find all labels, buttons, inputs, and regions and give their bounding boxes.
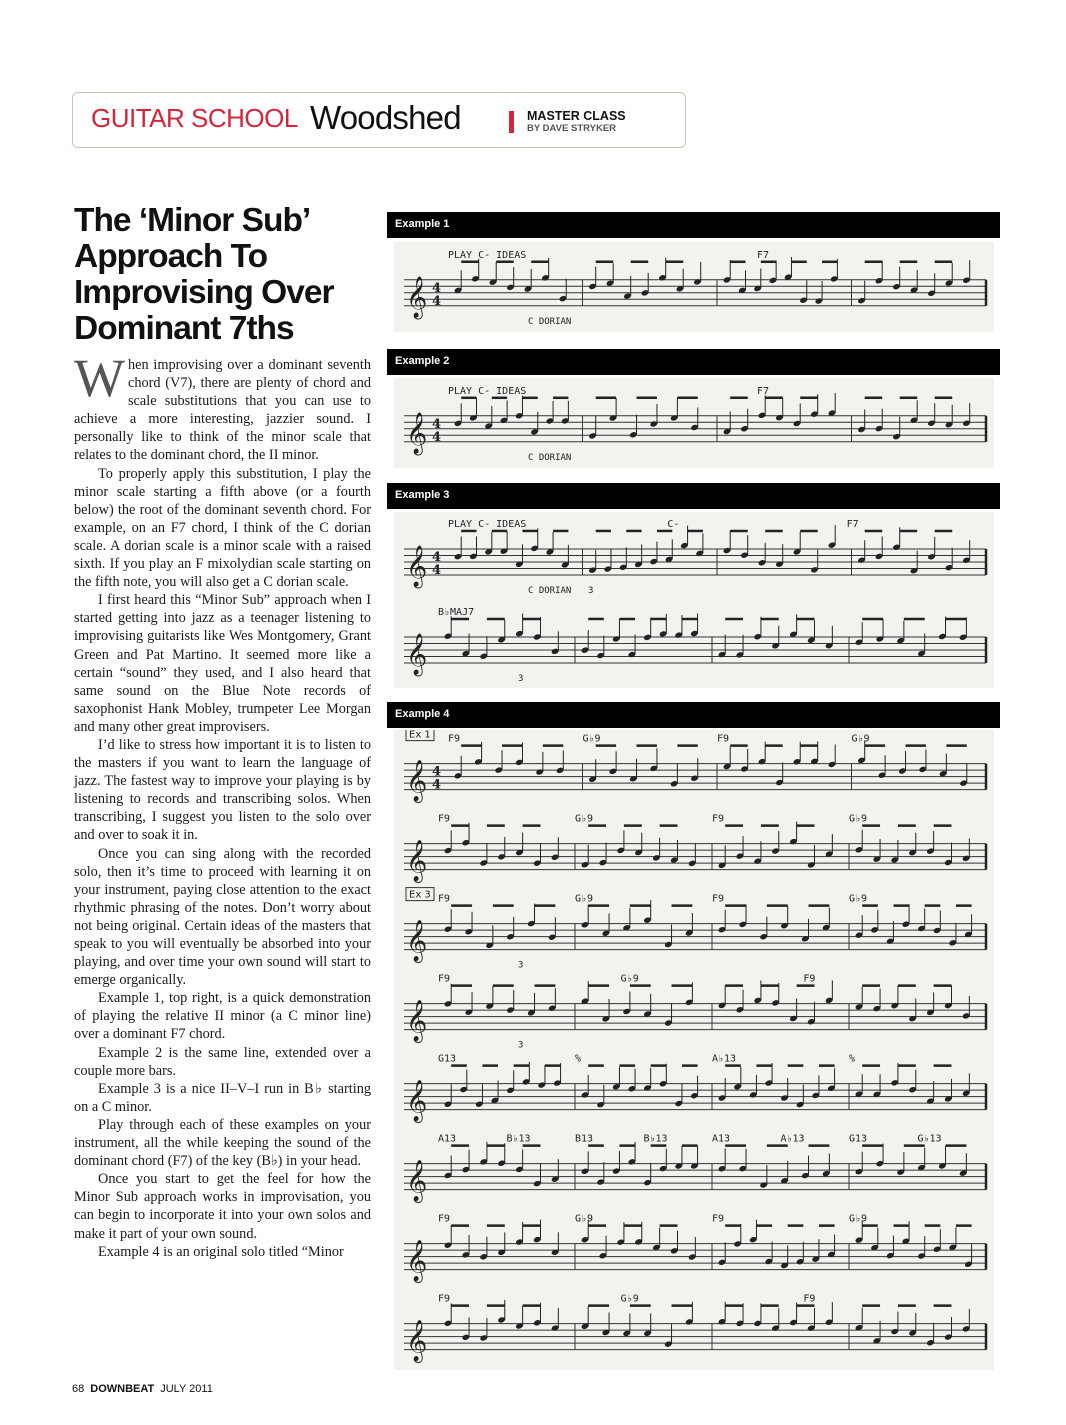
byline: BY DAVE STRYKER (527, 123, 617, 134)
chord-annotation: F7 (757, 249, 770, 261)
article-paragraph: Once you can sing along with the recorded solo, then it’s time to proceed with learning it on your instrument, paying close attention to the exact rhythmic phrasing of the notes. Don’t worry about not being original. Certain ideas of the masters that speak to you will eventually be absorbed into your playing, and over time your own sound will start to emerge organically. (74, 845, 371, 989)
article-paragraph: Example 2 is the same line, extended over a couple more bars. (74, 1044, 371, 1079)
treble-clef-icon: 𝄞 (406, 412, 428, 454)
example-label: Example 4 (395, 708, 450, 720)
article-paragraph (74, 348, 371, 465)
chord-annotation: G♭9 (849, 813, 868, 825)
chord-annotation: F9 (712, 1213, 725, 1225)
treble-clef-icon: 𝄞 (406, 920, 428, 962)
staff-system (404, 1214, 986, 1283)
chord-annotation: B♭MAJ7 (438, 606, 475, 618)
notation-annotation: 3 (518, 673, 524, 684)
example-1-header (387, 212, 1000, 238)
staff-system (404, 250, 986, 327)
staff-system (404, 1054, 986, 1123)
example-4-notation (394, 730, 994, 1370)
notation-annotation: C DORIAN (528, 316, 572, 327)
time-signature: 4 (432, 280, 442, 296)
staff-system (404, 386, 986, 463)
article-paragraph: Example 1, top right, is a quick demonstration of playing the relative II minor (a C minor line) over a dominant F7 chord. (74, 990, 371, 1043)
chord-annotation: A♭13 (780, 1133, 805, 1145)
example-4-header (387, 702, 1000, 728)
issue-date: JULY 2011 (160, 1383, 213, 1395)
staff-system (404, 607, 986, 684)
staff-system (404, 519, 986, 596)
chord-annotation: F9 (438, 1213, 451, 1225)
section-box-label: Ex 1 (409, 730, 431, 741)
treble-clef-icon: 𝄞 (406, 840, 428, 882)
treble-clef-icon: 𝄞 (406, 545, 428, 587)
section-title: Woodshed (310, 99, 461, 136)
staff-system (404, 1294, 986, 1363)
chord-annotation: F9 (803, 973, 816, 985)
chord-annotation: F9 (448, 733, 461, 745)
time-signature: 4 (432, 777, 442, 793)
chord-annotation: G♭9 (849, 1213, 868, 1225)
header-divider (509, 111, 514, 133)
article-paragraph: Example 3 is a nice II–V–I run in B♭ starting on a C minor. (74, 1080, 371, 1115)
article-paragraph: I first heard this “Minor Sub” approach when I started getting into jazz as a teenager listening to improvising guitarists like Wes Montgomery, Grant Green and Pat Martino. It seemed more like a certain “sound” they used, and I also heard that same sound on the Blue Note records of saxophonist Hank Mobley, trumpeter Lee Morgan and many other great improvisers. (74, 592, 371, 735)
chord-annotation: G♭9 (582, 733, 601, 745)
treble-clef-icon: 𝄞 (406, 1000, 428, 1042)
staff-system (404, 1134, 986, 1203)
chord-annotation: G♭9 (849, 893, 868, 905)
treble-clef-icon: 𝄞 (406, 633, 428, 675)
chord-annotation: PLAY C- IDEAS (448, 249, 527, 261)
first-paragraph-text: hen improvising over a dominant seventh chord (V7), there are plenty of chord and scale substitutions that you can use to achieve a more interesting, jazzier sound. I personally like to think of the minor scale that relates to the dominant chord, the II minor. (74, 357, 371, 464)
time-signature: 4 (432, 429, 442, 445)
chord-annotation: G13 (849, 1133, 868, 1145)
publication-name: DOWNBEAT (90, 1383, 155, 1395)
chord-annotation: F7 (846, 518, 859, 530)
notation-annotation: 3 (588, 585, 594, 596)
example-2-notation (394, 378, 994, 468)
page-number: 68 (72, 1383, 85, 1395)
article-paragraph: I’d like to stress how important it is to listen to the masters if you want to learn the language of jazz. The fastest way to improve your playing is by listening to records and transcribing solos. When transcribing, I suggest you listen to the solo over and over to soak it in. (74, 736, 371, 844)
chord-annotation: G♭9 (575, 813, 594, 825)
chord-annotation: F9 (438, 973, 451, 985)
time-signature: 4 (432, 549, 442, 565)
chord-annotation: PLAY C- IDEAS (448, 385, 527, 397)
notation-annotation: 3 (518, 1040, 524, 1051)
notation-annotation: C DORIAN (528, 452, 572, 463)
chord-annotation: F7 (757, 385, 770, 397)
column-name: MASTER CLASS (527, 109, 626, 123)
chord-annotation: A13 (438, 1133, 457, 1145)
section-box-label: Ex 3 (409, 889, 431, 901)
chord-annotation: G♭9 (620, 973, 639, 985)
chord-annotation: F9 (717, 733, 730, 745)
treble-clef-icon: 𝄞 (406, 760, 428, 802)
time-signature: 4 (432, 416, 442, 432)
section-header (72, 92, 686, 148)
example-3-header (387, 483, 1000, 509)
chord-annotation: % (575, 1053, 582, 1065)
article-paragraph: Example 4 is an original solo titled “Minor (98, 1243, 344, 1260)
time-signature: 4 (432, 562, 442, 578)
staff-system (404, 974, 986, 1051)
time-signature: 4 (432, 764, 442, 780)
article-body (74, 348, 371, 1261)
notation-annotation: 3 (518, 960, 524, 971)
chord-annotation: B♭13 (643, 1133, 668, 1145)
example-label: Example 2 (395, 355, 450, 367)
chord-annotation: C- (667, 518, 680, 530)
staff-system (404, 730, 986, 803)
article-paragraph: To properly apply this substitution, I play the minor scale starting a fifth above (or a fourth below) the root of the dominant seventh chord. For example, on an F7 chord, I think of the C dorian scale. A dorian scale is a minor scale with a raised sixth. If you play an F mixolydian scale starting on the fifth note, you will also get a C dorian scale. (74, 465, 371, 591)
staff-system (404, 888, 986, 971)
chord-annotation: G♭9 (575, 893, 594, 905)
article-paragraph: Once you start to get the feel for how the Minor Sub approach works in improvisation, you can begin to incorporate it into your own solos and make it part of your own sound. (74, 1171, 371, 1242)
chord-annotation: F9 (438, 813, 451, 825)
chord-annotation: F9 (803, 1293, 816, 1305)
chord-annotation: % (849, 1053, 856, 1065)
chord-annotation: G♭9 (620, 1293, 639, 1305)
chord-annotation: F9 (712, 813, 725, 825)
example-label: Example 1 (395, 218, 450, 230)
drop-cap: W (74, 348, 125, 408)
chord-annotation: PLAY C- IDEAS (448, 518, 527, 530)
chord-annotation: A13 (712, 1133, 731, 1145)
notation-annotation: C DORIAN (528, 585, 572, 596)
example-1-notation (394, 242, 994, 332)
treble-clef-icon: 𝄞 (406, 1320, 428, 1362)
article-headline: The ‘Minor Sub’ Approach To Improvising Over Dominant 7ths (74, 202, 334, 347)
chord-annotation: B♭13 (506, 1133, 531, 1145)
treble-clef-icon: 𝄞 (406, 1240, 428, 1282)
chord-annotation: B13 (575, 1133, 594, 1145)
article-paragraph: Play through each of these examples on your instrument, all the while keeping the sound of the dominant chord (F7) of the key (B♭) in your head. (74, 1116, 371, 1170)
section-name: GUITAR SCHOOL (91, 103, 298, 133)
treble-clef-icon: 𝄞 (406, 1160, 428, 1202)
chord-annotation: A♭13 (712, 1053, 737, 1065)
chord-annotation: G♭9 (575, 1213, 594, 1225)
chord-annotation: G13 (438, 1053, 457, 1065)
page-footer (72, 1383, 213, 1395)
example-2-header (387, 349, 1000, 375)
chord-annotation: F9 (712, 893, 725, 905)
treble-clef-icon: 𝄞 (406, 276, 428, 318)
example-3-notation (394, 512, 994, 688)
example-label: Example 3 (395, 489, 450, 501)
chord-annotation: G♭9 (851, 733, 870, 745)
treble-clef-icon: 𝄞 (406, 1080, 428, 1122)
time-signature: 4 (432, 293, 442, 309)
chord-annotation: G♭13 (917, 1133, 942, 1145)
staff-system (404, 814, 986, 883)
chord-annotation: F9 (438, 1293, 451, 1305)
chord-annotation: F9 (438, 893, 451, 905)
